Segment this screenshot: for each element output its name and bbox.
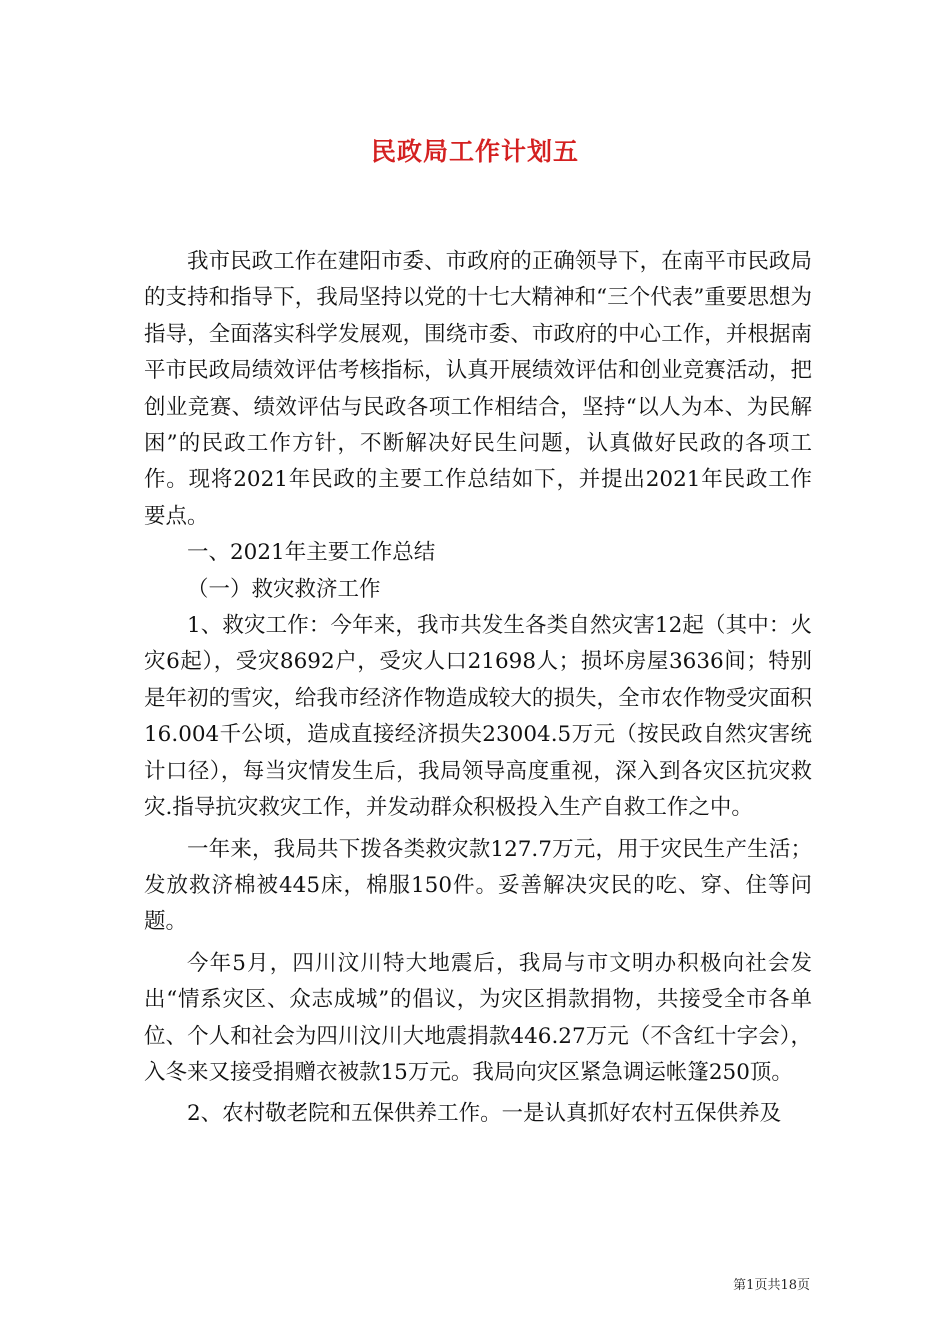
paragraph-disaster-relief: 1、救灾工作：今年来，我市共发生各类自然灾害12起（其中：火灾6起），受灾8692户，受灾人口21698人；损坏房屋3636间；特别是年初的雪灾，给我市经济作物造成较大的损失，全市农作物受灾面积16.004千公顷，造成直接经济损失23004.5万元（按民政自然灾害统计口径），每当灾情发生后，我局领导高度重视，深入到各灾区抗灾救灾.指导抗灾救灾工作，并发动群众积极投入生产自救工作之中。 bbox=[144, 613, 812, 821]
page-number: 第1页共18页 bbox=[733, 1278, 810, 1293]
paragraph-nursing-homes: 2、农村敬老院和五保供养工作。一是认真抓好农村五保供养及 bbox=[187, 1101, 782, 1127]
document-body bbox=[144, 244, 812, 1133]
document-title: 民政局工作计划五 bbox=[370, 137, 579, 166]
paragraph-intro: 我市民政工作在建阳市委、市政府的正确领导下，在南平市民政局的支持和指导下，我局坚持以党的十七大精神和“三个代表”重要思想为指导，全面落实科学发展观，围绕市委、市政府的中心工作，并根据南平市民政局绩效评估考核指标，认真开展绩效评估和创业竞赛活动，把创业竞赛、绩效评估与民政各项工作相结合，坚持“以人为本、为民解困”的民政工作方针，不断解决好民生问题，认真做好民政的各项工作。现将2021年民政的主要工作总结如下，并提出2021年民政工作要点。 bbox=[144, 249, 812, 529]
paragraph-relief-funds: 一年来，我局共下拨各类救灾款127.7万元，用于灾民生产生活；发放救济棉被445床，棉服150件。妥善解决灾民的吃、穿、住等问题。 bbox=[144, 836, 812, 935]
paragraph-earthquake: 今年5月，四川汶川特大地震后，我局与市文明办积极向社会发出“情系灾区、众志成城”的倡议，为灾区捐款捐物，共接受全市各单位、个人和社会为四川汶川大地震捐款446.27万元（不含红十字会），入冬来又接受捐赠衣被款15万元。我局向灾区紧急调运帐篷250顶。 bbox=[144, 950, 812, 1085]
section-heading: 一、2021年主要工作总结 bbox=[187, 540, 436, 566]
subsection-heading: （一）救灾救济工作 bbox=[187, 576, 381, 602]
